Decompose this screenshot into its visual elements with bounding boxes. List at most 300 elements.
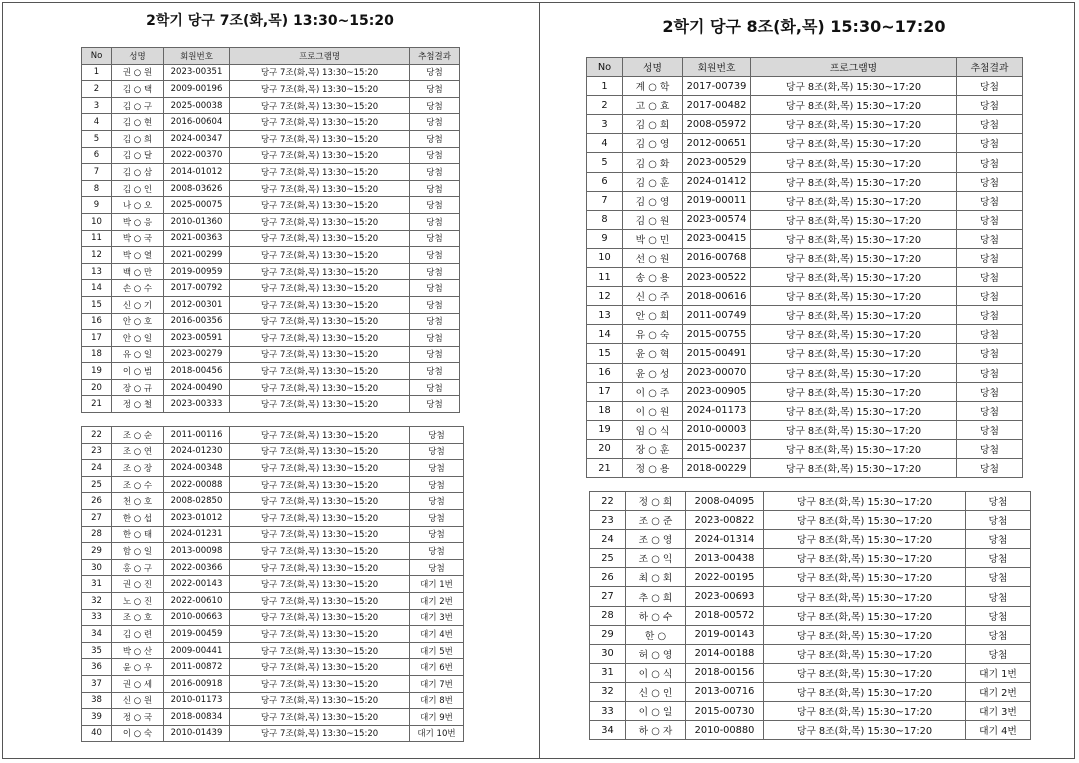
cell-program: 당구 8조(화,목) 15:30~17:20 <box>751 229 957 248</box>
table-row <box>82 97 460 114</box>
cell-program: 당구 7조(화,목) 13:30~15:20 <box>230 296 410 313</box>
cell-name: 김 ○ 택 <box>112 81 164 98</box>
cell-name: 신 ○ 주 <box>623 287 683 306</box>
table-row <box>82 476 464 493</box>
cell-name: 이 ○ 일 <box>626 702 686 721</box>
cell-program: 당구 8조(화,목) 15:30~17:20 <box>764 663 966 682</box>
table-row <box>82 180 460 197</box>
cell-member-id: 2021-00299 <box>164 247 230 264</box>
cell-program: 당구 8조(화,목) 15:30~17:20 <box>751 401 957 420</box>
cell-program: 당구 7조(화,목) 13:30~15:20 <box>230 576 410 593</box>
cell-name: 계 ○ 학 <box>623 77 683 96</box>
cell-member-id: 2022-00366 <box>164 559 230 576</box>
cell-name: 이 ○ 원 <box>623 401 683 420</box>
cell-no: 32 <box>82 592 112 609</box>
cell-name: 안 ○ 일 <box>112 330 164 347</box>
cell-name: 신 ○ 원 <box>112 692 164 709</box>
cell-name: 윤 ○ 혁 <box>623 344 683 363</box>
cell-member-id: 2010-01439 <box>164 725 230 742</box>
cell-no: 19 <box>82 363 112 380</box>
table-row <box>82 659 464 676</box>
cell-result: 대기 9번 <box>410 709 464 726</box>
cell-member-id: 2010-01173 <box>164 692 230 709</box>
table-row <box>82 692 464 709</box>
cell-result: 대기 7번 <box>410 675 464 692</box>
cell-name: 이 ○ 주 <box>623 382 683 401</box>
cell-member-id: 2018-00616 <box>683 287 751 306</box>
table-row <box>82 64 460 81</box>
cell-program: 당구 7조(화,목) 13:30~15:20 <box>230 97 410 114</box>
table-row <box>82 313 460 330</box>
cell-name: 정 ○ 용 <box>623 458 683 477</box>
table-row <box>82 213 460 230</box>
cell-result: 당첨 <box>410 296 460 313</box>
cell-result: 당첨 <box>410 64 460 81</box>
table-row <box>587 268 1023 287</box>
table-row <box>587 191 1023 210</box>
cell-program: 당구 7조(화,목) 13:30~15:20 <box>230 659 410 676</box>
cell-program: 당구 8조(화,목) 15:30~17:20 <box>764 625 966 644</box>
cell-result: 대기 6번 <box>410 659 464 676</box>
cell-member-id: 2010-00663 <box>164 609 230 626</box>
cell-no: 17 <box>587 382 623 401</box>
cell-no: 1 <box>587 77 623 96</box>
table-row <box>587 382 1023 401</box>
cell-result: 당첨 <box>410 180 460 197</box>
cell-program: 당구 8조(화,목) 15:30~17:20 <box>764 568 966 587</box>
cell-program: 당구 7조(화,목) 13:30~15:20 <box>230 180 410 197</box>
cell-program: 당구 7조(화,목) 13:30~15:20 <box>230 213 410 230</box>
cell-program: 당구 7조(화,목) 13:30~15:20 <box>230 247 410 264</box>
cell-name: 김 ○ 화 <box>623 153 683 172</box>
column-header-member-id: 회원번호 <box>164 48 230 65</box>
cell-result: 당첨 <box>966 530 1031 549</box>
cell-name: 권 ○ 진 <box>112 576 164 593</box>
table-row <box>82 609 464 626</box>
cell-no: 10 <box>82 213 112 230</box>
cell-member-id: 2015-00491 <box>683 344 751 363</box>
cell-no: 18 <box>82 346 112 363</box>
cell-member-id: 2022-00370 <box>164 147 230 164</box>
cell-result: 당첨 <box>410 147 460 164</box>
column-header-member-id: 회원번호 <box>683 58 751 77</box>
table-row <box>590 682 1031 701</box>
cell-no: 19 <box>587 420 623 439</box>
cell-result: 당첨 <box>966 625 1031 644</box>
cell-name: 김 ○ 희 <box>112 130 164 147</box>
cell-name: 송 ○ 용 <box>623 268 683 287</box>
cell-program: 당구 7조(화,목) 13:30~15:20 <box>230 64 410 81</box>
cell-no: 9 <box>82 197 112 214</box>
cell-member-id: 2013-00438 <box>686 549 764 568</box>
cell-member-id: 2010-00003 <box>683 420 751 439</box>
cell-member-id: 2019-00459 <box>164 626 230 643</box>
cell-member-id: 2024-01173 <box>683 401 751 420</box>
cell-no: 33 <box>590 702 626 721</box>
cell-name: 조 ○ 순 <box>112 427 164 444</box>
cell-no: 26 <box>590 568 626 587</box>
cell-program: 당구 7조(화,목) 13:30~15:20 <box>230 427 410 444</box>
cell-program: 당구 7조(화,목) 13:30~15:20 <box>230 147 410 164</box>
cell-result: 당첨 <box>410 526 464 543</box>
table-row <box>82 559 464 576</box>
cell-result: 대기 5번 <box>410 642 464 659</box>
cell-no: 38 <box>82 692 112 709</box>
cell-no: 31 <box>590 663 626 682</box>
cell-member-id: 2016-00604 <box>164 114 230 131</box>
cell-result: 당첨 <box>410 213 460 230</box>
cell-result: 당첨 <box>966 549 1031 568</box>
cell-program: 당구 7조(화,목) 13:30~15:20 <box>230 609 410 626</box>
cell-result: 당첨 <box>410 396 460 413</box>
cell-name: 박 ○ 민 <box>623 229 683 248</box>
cell-name: 유 ○ 일 <box>112 346 164 363</box>
cell-no: 34 <box>82 626 112 643</box>
table-row <box>590 530 1031 549</box>
cell-program: 당구 7조(화,목) 13:30~15:20 <box>230 379 410 396</box>
cell-result: 당첨 <box>957 344 1023 363</box>
cell-no: 20 <box>82 379 112 396</box>
cell-name: 백 ○ 만 <box>112 263 164 280</box>
cell-no: 27 <box>590 587 626 606</box>
cell-member-id: 2014-00188 <box>686 644 764 663</box>
table-row <box>82 147 460 164</box>
cell-name: 함 ○ 일 <box>112 543 164 560</box>
cell-member-id: 2011-00749 <box>683 306 751 325</box>
cell-program: 당구 8조(화,목) 15:30~17:20 <box>764 682 966 701</box>
cell-member-id: 2008-03626 <box>164 180 230 197</box>
left-title: 2학기 당구 7조(화,목) 13:30~15:20 <box>146 13 394 29</box>
cell-program: 당구 8조(화,목) 15:30~17:20 <box>751 325 957 344</box>
cell-no: 30 <box>590 644 626 663</box>
cell-name: 허 ○ 영 <box>626 644 686 663</box>
cell-name: 하 ○ 자 <box>626 721 686 740</box>
cell-result: 당첨 <box>410 97 460 114</box>
cell-name: 권 ○ 세 <box>112 675 164 692</box>
cell-name: 윤 ○ 우 <box>112 659 164 676</box>
table-row <box>82 280 460 297</box>
cell-program: 당구 7조(화,목) 13:30~15:20 <box>230 476 410 493</box>
cell-member-id: 2013-00098 <box>164 543 230 560</box>
cell-program: 당구 8조(화,목) 15:30~17:20 <box>751 248 957 267</box>
cell-no: 1 <box>82 64 112 81</box>
cell-result: 당첨 <box>410 230 460 247</box>
cell-result: 당첨 <box>410 543 464 560</box>
cell-name: 홍 ○ 구 <box>112 559 164 576</box>
cell-member-id: 2012-00301 <box>164 296 230 313</box>
cell-member-id: 2023-00070 <box>683 363 751 382</box>
cell-program: 당구 8조(화,목) 15:30~17:20 <box>764 721 966 740</box>
cell-member-id: 2023-00522 <box>683 268 751 287</box>
column-header-program: 프로그램명 <box>230 48 410 65</box>
cell-program: 당구 8조(화,목) 15:30~17:20 <box>751 134 957 153</box>
cell-program: 당구 8조(화,목) 15:30~17:20 <box>764 492 966 511</box>
cell-program: 당구 7조(화,목) 13:30~15:20 <box>230 443 410 460</box>
cell-member-id: 2022-00195 <box>686 568 764 587</box>
column-header-name: 성명 <box>623 58 683 77</box>
column-header-program: 프로그램명 <box>751 58 957 77</box>
cell-result: 당첨 <box>957 77 1023 96</box>
cell-member-id: 2009-00441 <box>164 642 230 659</box>
cell-name: 조 ○ 영 <box>626 530 686 549</box>
cell-result: 당첨 <box>410 81 460 98</box>
cell-no: 39 <box>82 709 112 726</box>
cell-no: 2 <box>82 81 112 98</box>
cell-name: 조 ○ 호 <box>112 609 164 626</box>
table-row <box>587 325 1023 344</box>
cell-name: 한 ○ <box>626 625 686 644</box>
cell-program: 당구 8조(화,목) 15:30~17:20 <box>764 549 966 568</box>
cell-program: 당구 8조(화,목) 15:30~17:20 <box>751 153 957 172</box>
cell-program: 당구 7조(화,목) 13:30~15:20 <box>230 81 410 98</box>
cell-member-id: 2025-00075 <box>164 197 230 214</box>
cell-member-id: 2024-01314 <box>686 530 764 549</box>
cell-result: 당첨 <box>957 458 1023 477</box>
cell-member-id: 2023-00574 <box>683 210 751 229</box>
table-row <box>587 172 1023 191</box>
cell-name: 김 ○ 련 <box>112 626 164 643</box>
cell-no: 29 <box>590 625 626 644</box>
cell-program: 당구 7조(화,목) 13:30~15:20 <box>230 460 410 477</box>
cell-program: 당구 7조(화,목) 13:30~15:20 <box>230 642 410 659</box>
cell-result: 당첨 <box>410 476 464 493</box>
cell-no: 31 <box>82 576 112 593</box>
cell-name: 윤 ○ 성 <box>623 363 683 382</box>
cell-no: 33 <box>82 609 112 626</box>
table-row <box>82 526 464 543</box>
cell-result: 당첨 <box>410 280 460 297</box>
table-row <box>82 443 464 460</box>
left-table-1 <box>81 47 460 413</box>
cell-no: 5 <box>82 130 112 147</box>
cell-program: 당구 8조(화,목) 15:30~17:20 <box>764 511 966 530</box>
column-header-name: 성명 <box>112 48 164 65</box>
table-row <box>587 153 1023 172</box>
cell-no: 23 <box>82 443 112 460</box>
cell-result: 당첨 <box>410 460 464 477</box>
cell-name: 조 ○ 준 <box>626 511 686 530</box>
cell-name: 장 ○ 규 <box>112 379 164 396</box>
cell-program: 당구 8조(화,목) 15:30~17:20 <box>751 382 957 401</box>
table-row <box>82 330 460 347</box>
cell-program: 당구 8조(화,목) 15:30~17:20 <box>751 287 957 306</box>
right-table-1 <box>586 57 1023 478</box>
cell-name: 박 ○ 국 <box>112 230 164 247</box>
cell-name: 이 ○ 숙 <box>112 725 164 742</box>
cell-no: 12 <box>82 247 112 264</box>
cell-no: 8 <box>587 210 623 229</box>
table-row <box>590 606 1031 625</box>
cell-result: 당첨 <box>410 197 460 214</box>
cell-member-id: 2022-00088 <box>164 476 230 493</box>
cell-no: 13 <box>82 263 112 280</box>
cell-program: 당구 7조(화,목) 13:30~15:20 <box>230 230 410 247</box>
cell-program: 당구 7조(화,목) 13:30~15:20 <box>230 330 410 347</box>
cell-member-id: 2023-00822 <box>686 511 764 530</box>
cell-name: 김 ○ 삼 <box>112 164 164 181</box>
table-row <box>587 229 1023 248</box>
cell-result: 당첨 <box>410 164 460 181</box>
cell-name: 정 ○ 철 <box>112 396 164 413</box>
cell-name: 천 ○ 호 <box>112 493 164 510</box>
cell-member-id: 2014-01012 <box>164 164 230 181</box>
cell-name: 김 ○ 영 <box>623 191 683 210</box>
table-row <box>82 642 464 659</box>
cell-no: 9 <box>587 229 623 248</box>
cell-member-id: 2024-00348 <box>164 460 230 477</box>
cell-result: 대기 1번 <box>966 663 1031 682</box>
cell-no: 26 <box>82 493 112 510</box>
cell-result: 당첨 <box>410 114 460 131</box>
cell-no: 36 <box>82 659 112 676</box>
cell-name: 김 ○ 희 <box>623 115 683 134</box>
table-row <box>587 306 1023 325</box>
table-row <box>590 587 1031 606</box>
header-row <box>82 48 460 65</box>
table-row <box>82 346 460 363</box>
cell-member-id: 2010-00880 <box>686 721 764 740</box>
cell-member-id: 2018-00572 <box>686 606 764 625</box>
cell-no: 7 <box>587 191 623 210</box>
cell-no: 3 <box>82 97 112 114</box>
cell-name: 김 ○ 구 <box>112 97 164 114</box>
cell-result: 당첨 <box>966 492 1031 511</box>
cell-program: 당구 7조(화,목) 13:30~15:20 <box>230 164 410 181</box>
cell-name: 안 ○ 희 <box>623 306 683 325</box>
cell-no: 37 <box>82 675 112 692</box>
table-row <box>587 344 1023 363</box>
table-row <box>82 626 464 643</box>
table-row <box>590 511 1031 530</box>
cell-no: 22 <box>590 492 626 511</box>
cell-result: 당첨 <box>966 606 1031 625</box>
cell-result: 당첨 <box>957 191 1023 210</box>
cell-member-id: 2023-00591 <box>164 330 230 347</box>
cell-no: 24 <box>82 460 112 477</box>
cell-program: 당구 8조(화,목) 15:30~17:20 <box>751 420 957 439</box>
cell-name: 정 ○ 희 <box>626 492 686 511</box>
cell-result: 당첨 <box>957 115 1023 134</box>
page-divider <box>539 2 540 759</box>
cell-name: 한 ○ 섭 <box>112 509 164 526</box>
cell-name: 고 ○ 효 <box>623 96 683 115</box>
cell-name: 김 ○ 원 <box>623 210 683 229</box>
cell-member-id: 2024-01230 <box>164 443 230 460</box>
table-row <box>587 248 1023 267</box>
cell-no: 4 <box>587 134 623 153</box>
cell-name: 안 ○ 호 <box>112 313 164 330</box>
column-header-no: No <box>82 48 112 65</box>
cell-program: 당구 7조(화,목) 13:30~15:20 <box>230 263 410 280</box>
cell-result: 대기 2번 <box>966 682 1031 701</box>
table-row <box>82 81 460 98</box>
cell-result: 당첨 <box>957 306 1023 325</box>
cell-name: 김 ○ 현 <box>112 114 164 131</box>
table-row <box>82 396 460 413</box>
cell-result: 당첨 <box>957 363 1023 382</box>
cell-name: 신 ○ 기 <box>112 296 164 313</box>
cell-member-id: 2021-00363 <box>164 230 230 247</box>
cell-program: 당구 7조(화,목) 13:30~15:20 <box>230 709 410 726</box>
table-row <box>587 115 1023 134</box>
cell-result: 당첨 <box>410 559 464 576</box>
table-row <box>82 460 464 477</box>
cell-member-id: 2015-00730 <box>686 702 764 721</box>
cell-no: 6 <box>82 147 112 164</box>
cell-result: 당첨 <box>957 439 1023 458</box>
cell-result: 대기 1번 <box>410 576 464 593</box>
column-header-result: 추첨결과 <box>410 48 460 65</box>
cell-name: 선 ○ 원 <box>623 248 683 267</box>
table-row <box>590 663 1031 682</box>
cell-program: 당구 8조(화,목) 15:30~17:20 <box>764 606 966 625</box>
table-row <box>587 401 1023 420</box>
cell-program: 당구 8조(화,목) 15:30~17:20 <box>751 172 957 191</box>
cell-no: 3 <box>587 115 623 134</box>
cell-no: 16 <box>587 363 623 382</box>
cell-member-id: 2008-02850 <box>164 493 230 510</box>
cell-result: 당첨 <box>957 325 1023 344</box>
cell-no: 2 <box>587 96 623 115</box>
cell-result: 당첨 <box>957 210 1023 229</box>
cell-result: 당첨 <box>966 511 1031 530</box>
cell-no: 14 <box>587 325 623 344</box>
cell-program: 당구 7조(화,목) 13:30~15:20 <box>230 692 410 709</box>
cell-no: 5 <box>587 153 623 172</box>
cell-name: 김 ○ 달 <box>112 147 164 164</box>
cell-no: 12 <box>587 287 623 306</box>
cell-no: 24 <box>590 530 626 549</box>
cell-name: 손 ○ 수 <box>112 280 164 297</box>
table-row <box>587 363 1023 382</box>
cell-program: 당구 8조(화,목) 15:30~17:20 <box>751 306 957 325</box>
cell-member-id: 2024-01412 <box>683 172 751 191</box>
cell-no: 15 <box>587 344 623 363</box>
cell-program: 당구 7조(화,목) 13:30~15:20 <box>230 280 410 297</box>
cell-result: 대기 3번 <box>410 609 464 626</box>
table-row <box>82 543 464 560</box>
cell-result: 당첨 <box>410 363 460 380</box>
cell-member-id: 2023-00415 <box>683 229 751 248</box>
cell-no: 25 <box>82 476 112 493</box>
cell-name: 이 ○ 범 <box>112 363 164 380</box>
cell-result: 당첨 <box>957 268 1023 287</box>
cell-member-id: 2017-00482 <box>683 96 751 115</box>
cell-member-id: 2015-00755 <box>683 325 751 344</box>
cell-name: 임 ○ 식 <box>623 420 683 439</box>
cell-result: 당첨 <box>957 96 1023 115</box>
cell-name: 조 ○ 연 <box>112 443 164 460</box>
cell-result: 당첨 <box>410 493 464 510</box>
cell-member-id: 2019-00011 <box>683 191 751 210</box>
cell-member-id: 2016-00918 <box>164 675 230 692</box>
cell-member-id: 2023-00351 <box>164 64 230 81</box>
cell-no: 4 <box>82 114 112 131</box>
cell-program: 당구 8조(화,목) 15:30~17:20 <box>764 587 966 606</box>
cell-name: 노 ○ 진 <box>112 592 164 609</box>
right-table-2 <box>589 491 1031 740</box>
cell-name: 박 ○ 응 <box>112 213 164 230</box>
cell-result: 당첨 <box>966 644 1031 663</box>
cell-result: 당첨 <box>410 509 464 526</box>
cell-no: 21 <box>82 396 112 413</box>
table-row <box>590 644 1031 663</box>
cell-no: 29 <box>82 543 112 560</box>
cell-program: 당구 8조(화,목) 15:30~17:20 <box>751 268 957 287</box>
right-title: 2학기 당구 8조(화,목) 15:30~17:20 <box>662 17 946 36</box>
cell-result: 대기 4번 <box>966 721 1031 740</box>
cell-program: 당구 8조(화,목) 15:30~17:20 <box>751 115 957 134</box>
